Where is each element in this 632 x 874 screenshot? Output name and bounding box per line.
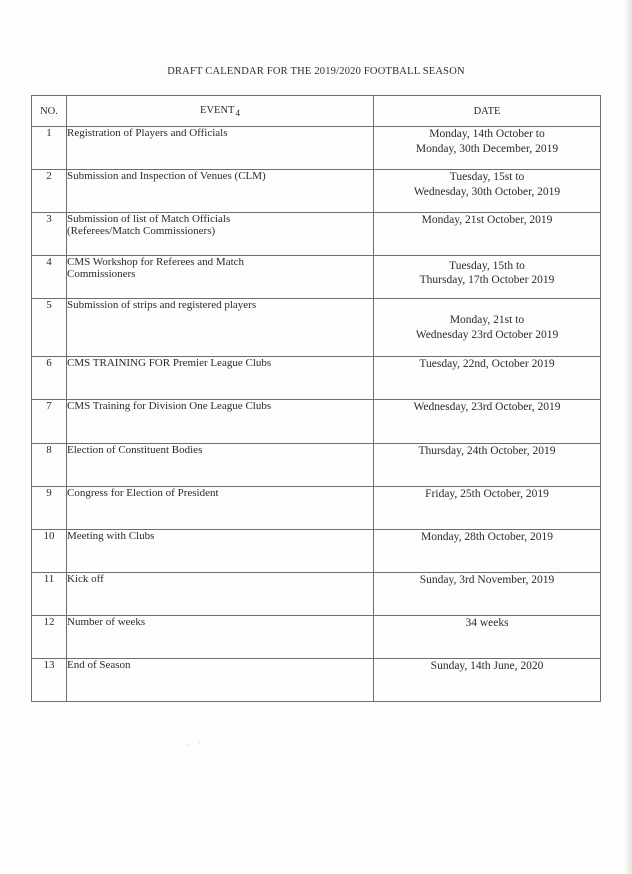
date-line: Thursday, 24th October, 2019	[418, 445, 556, 457]
event-line: Submission of strips and registered players	[67, 299, 257, 311]
row-event	[67, 616, 374, 659]
table-row	[32, 256, 601, 299]
calendar-table	[31, 95, 601, 702]
table-row	[32, 213, 601, 256]
event-line: CMS Workshop for Referees and Match	[67, 256, 245, 268]
date-line: Friday, 25th October, 2019	[425, 488, 549, 500]
row-number: 2	[32, 170, 67, 213]
header-event	[67, 96, 374, 127]
date-line: Monday, 21st to	[449, 314, 525, 326]
row-date	[374, 127, 601, 170]
date-line: Thursday, 17th October 2019	[419, 274, 555, 286]
row-number: 3	[32, 213, 67, 256]
row-number: 6	[32, 357, 67, 400]
row-event	[67, 487, 374, 530]
row-event	[67, 444, 374, 487]
date-line: Sunday, 14th June, 2020	[430, 660, 544, 672]
row-number: 11	[32, 573, 67, 616]
date-line: Tuesday, 15th to	[449, 260, 525, 272]
row-event	[67, 256, 374, 299]
event-line: Kick off	[67, 573, 104, 585]
event-line: Commissioners	[67, 268, 136, 280]
table-row	[32, 357, 601, 400]
event-line: Meeting with Clubs	[67, 530, 155, 542]
date-line: Sunday, 3rd November, 2019	[419, 574, 555, 586]
event-line: CMS Training for Division One League Clubs	[67, 400, 272, 412]
date-line: Tuesday, 22nd, October 2019	[419, 358, 555, 370]
date-line: Monday, 14th October to	[429, 128, 545, 140]
table-row	[32, 444, 601, 487]
event-line: (Referees/Match Commissioners)	[67, 225, 216, 237]
row-date	[374, 530, 601, 573]
row-date	[374, 256, 601, 299]
row-event	[67, 659, 374, 702]
row-date	[374, 573, 601, 616]
row-date	[374, 213, 601, 256]
date-line: Wednesday, 30th October, 2019	[413, 186, 561, 198]
row-event	[67, 400, 374, 444]
event-line: Submission and Inspection of Venues (CLM)	[67, 170, 266, 182]
table-row	[32, 299, 601, 357]
row-number: 9	[32, 487, 67, 530]
row-event	[67, 170, 374, 213]
event-line: Election of Constituent Bodies	[67, 444, 203, 456]
row-date	[374, 400, 601, 444]
header-event-mark: 4	[235, 107, 240, 118]
table-row	[32, 659, 601, 702]
row-date	[374, 659, 601, 702]
event-line: Registration of Players and Officials	[67, 127, 228, 139]
table-row	[32, 487, 601, 530]
row-event	[67, 299, 374, 357]
row-date	[374, 616, 601, 659]
date-line: Tuesday, 15st to	[449, 171, 525, 183]
event-line: Number of weeks	[67, 616, 146, 628]
row-event	[67, 357, 374, 400]
table-row	[32, 530, 601, 573]
page-edge-shadow	[624, 0, 632, 874]
row-date	[374, 487, 601, 530]
row-number: 7	[32, 400, 67, 444]
row-number: 5	[32, 299, 67, 357]
row-number: 13	[32, 659, 67, 702]
event-line: Congress for Election of President	[67, 487, 219, 499]
date-line: Monday, 28th October, 2019	[421, 531, 553, 543]
row-event	[67, 213, 374, 256]
row-event	[67, 530, 374, 573]
table-row	[32, 573, 601, 616]
date-line: Monday, 30th December, 2019	[415, 143, 559, 155]
date-line: Monday, 21st October, 2019	[421, 214, 553, 226]
table-row	[32, 170, 601, 213]
header-row	[32, 96, 601, 127]
row-date	[374, 299, 601, 357]
table-row	[32, 400, 601, 444]
row-number: 1	[32, 127, 67, 170]
table-row	[32, 127, 601, 170]
date-line: 34 weeks	[465, 617, 509, 629]
header-event-label: EVENT	[200, 104, 235, 116]
event-line: CMS TRAINING FOR Premier League Clubs	[67, 357, 272, 369]
date-line: Wednesday 23rd October 2019	[415, 329, 559, 341]
row-number: 12	[32, 616, 67, 659]
scan-smudge: . ·	[188, 738, 204, 747]
row-event	[67, 573, 374, 616]
row-date	[374, 444, 601, 487]
header-no: NO.	[32, 96, 67, 127]
event-line: End of Season	[67, 659, 131, 671]
row-event	[67, 127, 374, 170]
row-number: 4	[32, 256, 67, 299]
row-number: 10	[32, 530, 67, 573]
row-date	[374, 357, 601, 400]
table-row	[32, 616, 601, 659]
event-line: Submission of list of Match Officials	[67, 213, 231, 225]
row-date	[374, 170, 601, 213]
document-title: DRAFT CALENDAR FOR THE 2019/2020 FOOTBALL SEASON	[167, 66, 465, 77]
date-line: Wednesday, 23rd October, 2019	[413, 401, 561, 413]
row-number: 8	[32, 444, 67, 487]
header-date: DATE	[374, 96, 601, 127]
